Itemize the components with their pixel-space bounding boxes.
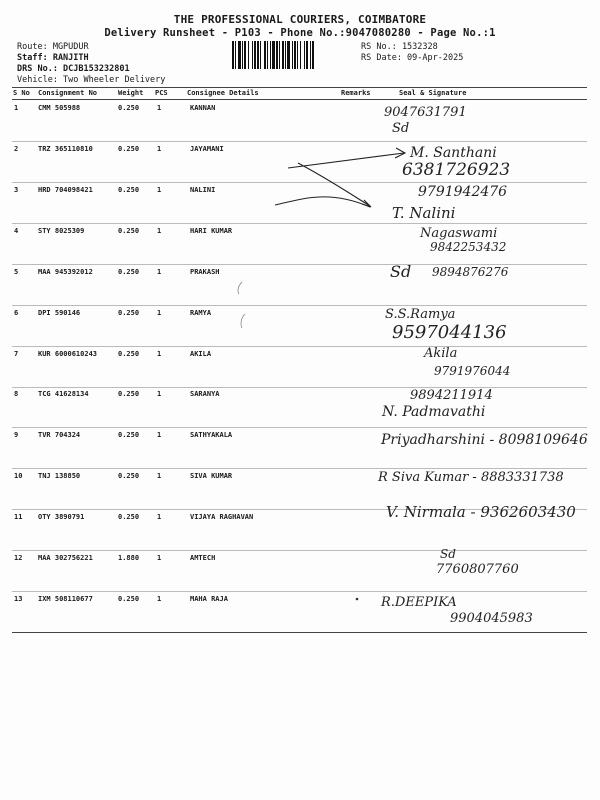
- arrow-line-1: [288, 153, 404, 168]
- pen-mark-1: [238, 282, 242, 294]
- arrow-line-3: [275, 197, 370, 207]
- col-consignee: Consignee Details: [187, 89, 259, 97]
- row-weight: 1.880: [118, 554, 140, 562]
- barcode-bar: [314, 41, 315, 69]
- handwritten-signature: Nagaswami: [420, 226, 498, 241]
- row-consignee: SATHYAKALA: [190, 431, 233, 439]
- pen-mark-2: [241, 314, 245, 328]
- row-divider: [12, 591, 587, 592]
- row-consignment-no: DPI 590146: [38, 309, 81, 317]
- handwritten-signature: M. Santhani: [410, 145, 497, 161]
- row-pcs: 1: [157, 350, 162, 358]
- handwritten-signature: 9597044136: [392, 322, 507, 343]
- row-weight: 0.250: [118, 595, 140, 603]
- col-weight: Weight: [118, 89, 144, 97]
- handwritten-signature: R.DEEPIKA: [381, 595, 457, 610]
- row-consignment-no: IXM 508110677: [38, 595, 93, 603]
- row-weight: 0.250: [118, 186, 140, 194]
- row-pcs: 1: [157, 145, 162, 153]
- row-consignee: SARANYA: [190, 390, 220, 398]
- arrow-head-1: [395, 148, 405, 158]
- row-divider: [12, 141, 587, 142]
- row-consignment-no: CMM 505988: [38, 104, 81, 112]
- handwritten-signature: S.S.Ramya: [385, 307, 456, 322]
- row-sno: 1: [14, 104, 19, 112]
- row-divider: [12, 387, 587, 388]
- handwritten-signature: 9842253432: [430, 240, 507, 254]
- handwritten-signature: N. Padmavathi: [382, 404, 486, 420]
- row-consignment-no: TRZ 365110810: [38, 145, 93, 153]
- handwritten-signature: 9047631791: [384, 105, 467, 120]
- handwritten-signature: 6381726923: [402, 160, 511, 180]
- row-sno: 2: [14, 145, 19, 153]
- drs-number: DRS No.: DCJB153232801: [17, 64, 130, 74]
- row-consignee: RAMYA: [190, 309, 212, 317]
- route-label: Route: MGPUDUR: [17, 42, 89, 52]
- barcode: [232, 41, 356, 69]
- row-pcs: 1: [157, 431, 162, 439]
- row-sno: 7: [14, 350, 19, 358]
- arrow-line-2: [298, 163, 370, 206]
- row-consignee: AMTECH: [190, 554, 216, 562]
- row-divider: [12, 182, 587, 183]
- row-weight: 0.250: [118, 431, 140, 439]
- row-consignee: PRAKASH: [190, 268, 220, 276]
- handwritten-signature: 9894876276: [432, 265, 509, 279]
- handwritten-signature: 9791976044: [434, 364, 511, 378]
- pen-dot: [356, 598, 359, 601]
- row-consignment-no: MAA 302756221: [38, 554, 93, 562]
- row-pcs: 1: [157, 595, 162, 603]
- arrow-head-2: [362, 200, 371, 207]
- row-sno: 3: [14, 186, 19, 194]
- staff-label: Staff: RANJITH: [17, 53, 89, 63]
- row-consignee: AKILA: [190, 350, 212, 358]
- row-consignee: VIJAYA RAGHAVAN: [190, 513, 254, 521]
- row-divider: [12, 468, 587, 469]
- row-pcs: 1: [157, 104, 162, 112]
- row-weight: 0.250: [118, 350, 140, 358]
- handwritten-signature: 9904045983: [450, 611, 533, 626]
- row-consignment-no: TNJ 138850: [38, 472, 81, 480]
- row-consignment-no: KUR 6000610243: [38, 350, 98, 358]
- row-divider: [12, 346, 587, 347]
- row-consignment-no: STY 8025309: [38, 227, 85, 235]
- row-weight: 0.250: [118, 472, 140, 480]
- col-signature: Seal & Signature: [399, 89, 467, 97]
- row-weight: 0.250: [118, 390, 140, 398]
- row-consignee: MAHA RAJA: [190, 595, 228, 603]
- col-pcs: PCS: [155, 89, 168, 97]
- header-top-rule: [12, 87, 587, 88]
- company-title: THE PROFESSIONAL COURIERS, COIMBATORE: [173, 13, 427, 26]
- row-sno: 13: [14, 595, 23, 603]
- runsheet-subtitle: Delivery Runsheet - P103 - Phone No.:9047080280 - Page No.:1: [104, 27, 496, 39]
- handwritten-signature: 9791942476: [418, 184, 508, 200]
- row-pcs: 1: [157, 472, 162, 480]
- rs-date: RS Date: 09-Apr-2025: [361, 53, 464, 63]
- vehicle-label: Vehicle: Two Wheeler Delivery: [17, 75, 166, 85]
- row-divider: [12, 427, 587, 428]
- row-consignee: KANNAN: [190, 104, 216, 112]
- row-sno: 5: [14, 268, 19, 276]
- handwritten-signature: V. Nirmala - 9362603430: [386, 503, 576, 521]
- handwritten-signature: Priyadharshini - 8098109646: [381, 432, 588, 448]
- row-divider: [12, 550, 587, 551]
- handwritten-signature: Akila: [424, 346, 458, 361]
- row-consignment-no: HRD 704098421: [38, 186, 93, 194]
- row-weight: 0.250: [118, 104, 140, 112]
- row-pcs: 1: [157, 554, 162, 562]
- row-sno: 4: [14, 227, 19, 235]
- col-sno: S No: [13, 89, 30, 97]
- row-weight: 0.250: [118, 513, 140, 521]
- row-consignment-no: MAA 945392012: [38, 268, 93, 276]
- handwritten-signature: Sd: [440, 547, 456, 561]
- row-pcs: 1: [157, 513, 162, 521]
- header-bottom-rule: [12, 99, 587, 100]
- row-sno: 12: [14, 554, 23, 562]
- row-consignment-no: TCG 41628134: [38, 390, 89, 398]
- row-weight: 0.250: [118, 268, 140, 276]
- table-bottom-rule: [12, 632, 587, 633]
- row-sno: 11: [14, 513, 23, 521]
- col-consignment: Consignment No: [38, 89, 98, 97]
- row-divider: [12, 223, 587, 224]
- handwritten-signature: T. Nalini: [392, 204, 456, 222]
- row-divider: [12, 305, 587, 306]
- row-sno: 6: [14, 309, 19, 317]
- handwritten-signature: R Siva Kumar - 8883331738: [378, 470, 564, 485]
- row-pcs: 1: [157, 268, 162, 276]
- row-sno: 8: [14, 390, 19, 398]
- col-remarks: Remarks: [341, 89, 371, 97]
- row-weight: 0.250: [118, 309, 140, 317]
- row-sno: 9: [14, 431, 19, 439]
- handwritten-signature: 7760807760: [436, 562, 519, 577]
- row-consignment-no: TVR 704324: [38, 431, 81, 439]
- row-sno: 10: [14, 472, 23, 480]
- row-pcs: 1: [157, 309, 162, 317]
- row-consignment-no: OTY 3890791: [38, 513, 85, 521]
- rs-number: RS No.: 1532328: [361, 42, 438, 52]
- row-weight: 0.250: [118, 145, 140, 153]
- handwritten-signature: 9894211914: [410, 388, 493, 403]
- row-pcs: 1: [157, 186, 162, 194]
- row-weight: 0.250: [118, 227, 140, 235]
- row-pcs: 1: [157, 390, 162, 398]
- row-pcs: 1: [157, 227, 162, 235]
- row-consignee: JAYAMANI: [190, 145, 224, 153]
- handwritten-signature: Sd: [390, 262, 412, 281]
- row-consignee: SIVA KUMAR: [190, 472, 233, 480]
- row-consignee: HARI KUMAR: [190, 227, 233, 235]
- row-consignee: NALINI: [190, 186, 216, 194]
- handwritten-signature: Sd: [392, 121, 410, 136]
